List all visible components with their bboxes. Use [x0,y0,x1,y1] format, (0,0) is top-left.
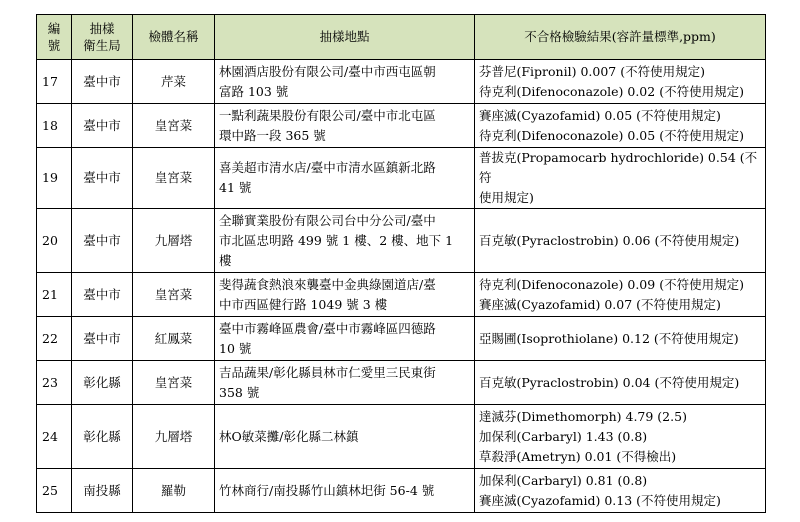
location-line: 市北區忠明路 499 號 1 樓、2 樓、地下 1 [219,232,454,248]
row-inspection-result [475,209,766,273]
header-sample-name: 檢體名稱 [133,15,215,60]
row-sampling-location [215,60,475,104]
row-sample-name: 皇宮菜 [133,104,215,148]
location-line: 環中路一段 365 號 [219,127,326,143]
row-sample-name: 皇宮菜 [133,273,215,317]
row-number: 19 [37,148,72,209]
row-agency: 臺中市 [72,148,133,209]
result-line: 百克敏(Pyraclostrobin) 0.06 (不符使用規定) [479,232,740,248]
row-number: 25 [37,469,72,513]
row-agency: 臺中市 [72,60,133,104]
row-sampling-location [215,469,475,513]
location-line: 一點利蔬果股份有限公司/臺中市北屯區 [219,107,436,123]
row-inspection-result [475,104,766,148]
row-sample-name: 羅勒 [133,469,215,513]
header-inspection-result: 不合格檢驗結果(容許量標準,ppm) [475,15,766,60]
table-row [37,148,766,209]
result-line: 加保利(Carbaryl) 0.81 (0.8) [479,472,648,488]
table-row [37,405,766,469]
header-number-line2: 號 [47,38,61,53]
result-line: 賽座滅(Cyazofamid) 0.07 (不符使用規定) [479,296,721,312]
result-line: 芬普尼(Fipronil) 0.007 (不符使用規定) [479,63,705,79]
table-body [37,60,766,513]
row-agency: 南投縣 [72,469,133,513]
result-line: 普拔克(Propamocarb hydrochloride) 0.54 (不符 [479,150,758,185]
row-number: 21 [37,273,72,317]
result-line: 達滅芬(Dimethomorph) 4.79 (2.5) [479,408,687,424]
table-row [37,273,766,317]
row-number: 24 [37,405,72,469]
header-agency-line2: 衛生局 [83,38,121,53]
row-number: 18 [37,104,72,148]
row-sampling-location [215,361,475,405]
result-line: 待克利(Difenoconazole) 0.05 (不符使用規定) [479,127,744,143]
row-inspection-result [475,273,766,317]
row-number: 17 [37,60,72,104]
location-line: 358 號 [219,384,260,400]
row-sample-name: 九層塔 [133,209,215,273]
location-line: 臺中市霧峰區農會/臺中市霧峰區四德路 [219,320,436,336]
row-agency: 臺中市 [72,317,133,361]
location-line: 林О敏菜攤/彰化縣二林鎮 [219,428,359,444]
location-line: 樓 [219,252,232,268]
row-sampling-location [215,273,475,317]
header-number-line1: 編 [47,21,61,36]
row-sampling-location [215,405,475,469]
table-header-row [37,15,766,60]
location-line: 吉品蔬果/彰化縣員林市仁愛里三民東街 [219,364,436,380]
result-line: 亞賜圃(Isoprothiolane) 0.12 (不符使用規定) [479,330,739,346]
result-line: 賽座滅(Cyazofamid) 0.05 (不符使用規定) [479,107,721,123]
table-row [37,317,766,361]
location-line: 富路 103 號 [219,83,289,99]
result-line: 百克敏(Pyraclostrobin) 0.04 (不符使用規定) [479,374,740,390]
row-sampling-location [215,104,475,148]
location-line: 41 號 [219,180,252,195]
row-sample-name: 皇宮菜 [133,361,215,405]
header-agency [72,15,133,60]
location-line: 斐得蔬食熱浪來襲臺中金典綠園道店/臺 [219,276,436,292]
row-agency: 臺中市 [72,209,133,273]
table-row [37,469,766,513]
location-line: 全聯實業股份有限公司台中分公司/臺中 [219,212,436,228]
table-row [37,104,766,148]
header-agency-line1: 抽樣 [89,21,115,36]
row-number: 22 [37,317,72,361]
location-line: 中市西區健行路 1049 號 3 樓 [219,296,388,312]
row-sampling-location [215,209,475,273]
location-line: 林園酒店股份有限公司/臺中市西屯區朝 [219,63,436,79]
row-inspection-result [475,469,766,513]
table-row [37,361,766,405]
table-row [37,60,766,104]
row-number: 23 [37,361,72,405]
row-sampling-location [215,148,475,209]
row-agency: 彰化縣 [72,361,133,405]
results-table-container [36,14,766,513]
location-line: 竹林商行/南投縣竹山鎮林圯街 56-4 號 [219,482,435,498]
row-inspection-result [475,361,766,405]
failed-inspection-table [36,14,766,513]
row-sample-name: 芹菜 [133,60,215,104]
header-sampling-location: 抽樣地點 [215,15,475,60]
result-line: 待克利(Difenoconazole) 0.02 (不符使用規定) [479,83,744,99]
row-sample-name: 紅鳳菜 [133,317,215,361]
row-sample-name: 皇宮菜 [133,148,215,209]
header-number [37,15,72,60]
location-line: 喜美超市清水店/臺中市清水區鎮新北路 [219,160,436,175]
table-row [37,209,766,273]
location-line: 10 號 [219,340,252,356]
row-sample-name: 九層塔 [133,405,215,469]
row-agency: 彰化縣 [72,405,133,469]
row-number: 20 [37,209,72,273]
row-inspection-result [475,317,766,361]
result-line: 使用規定) [479,190,534,205]
result-line: 待克利(Difenoconazole) 0.09 (不符使用規定) [479,276,744,292]
row-sampling-location [215,317,475,361]
row-agency: 臺中市 [72,273,133,317]
result-line: 加保利(Carbaryl) 1.43 (0.8) [479,428,648,444]
row-inspection-result [475,60,766,104]
result-line: 草殺淨(Ametryn) 0.01 (不得檢出) [479,448,677,464]
result-line: 賽座滅(Cyazofamid) 0.13 (不符使用規定) [479,492,721,508]
row-inspection-result [475,405,766,469]
row-inspection-result [475,148,766,209]
row-agency: 臺中市 [72,104,133,148]
